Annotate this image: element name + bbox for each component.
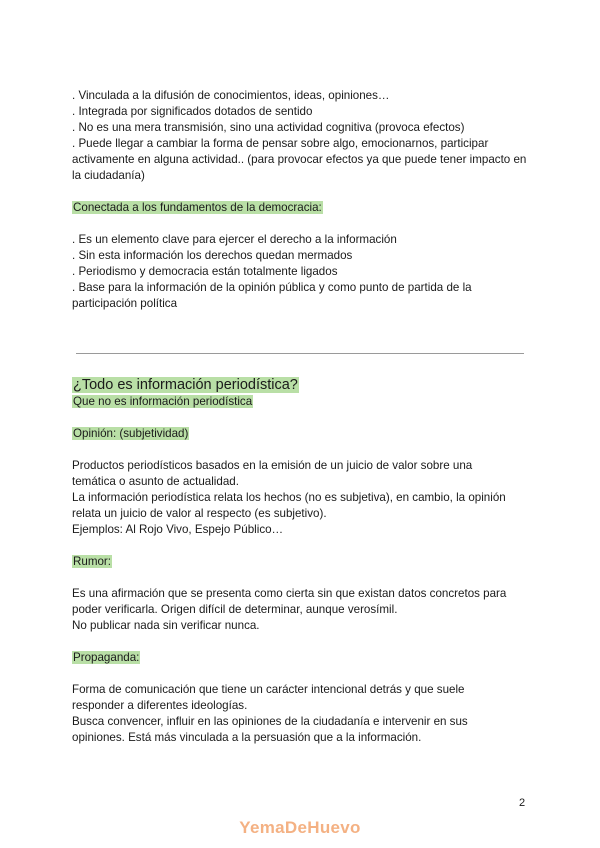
watermark-logo: YemaDeHuevo — [239, 818, 361, 837]
bullet-difusion: . Vinculada a la difusión de conocimientos, ideas, opiniones… — [72, 89, 390, 102]
propaganda-heading-text: Propaganda: — [73, 651, 140, 664]
rumor-heading-text: Rumor: — [73, 555, 112, 568]
opinion-examples: Ejemplos: Al Rojo Vivo, Espejo Público… — [72, 523, 284, 536]
propaganda-heading — [72, 650, 532, 666]
bullet-opinion-publica: . Base para la información de la opinión pública y como punto de partida de la participación política — [72, 281, 472, 310]
bullet-periodismo-democracia: . Periodismo y democracia están totalmente ligados — [72, 265, 338, 278]
bullet-derecho-informacion: . Es un elemento clave para ejercer el derecho a la información — [72, 233, 397, 246]
opinion-paragraph-2: La información periodística relata los hechos (no es subjetiva), en cambio, la opinión relata un juicio de valor al respecto (es subjetivo). — [72, 491, 506, 520]
opinion-paragraph-1: Productos periodísticos basados en la emisión de un juicio de valor sobre una temática o asunto de actualidad. — [72, 459, 473, 488]
section-subtitle — [72, 394, 532, 410]
opinion-heading — [72, 426, 532, 442]
opinion-heading-text: Opinión: (subjetividad) — [73, 427, 189, 440]
horizontal-divider — [76, 353, 524, 354]
propaganda-paragraph-1: Forma de comunicación que tiene un carácter intencional detrás y que suele responder a diferentes ideologías. — [72, 683, 465, 712]
bullet-cambiar-forma: . Puede llegar a cambiar la forma de pensar sobre algo, emocionarnos, participar activamente en alguna actividad.. (para provocar efectos ya que puede tener impacto en la ciudadanía) — [72, 137, 527, 182]
democracy-heading — [72, 200, 532, 216]
rumor-paragraph-2: No publicar nada sin verificar nunca. — [72, 619, 260, 632]
section-subtitle-text: Que no es información periodística — [73, 395, 253, 408]
page-number: 2 — [519, 797, 526, 809]
rumor-paragraph-1: Es una afirmación que se presenta como cierta sin que existan datos concretos para poder verificarla. Origen difícil de determinar, aunque verosímil. — [72, 587, 507, 616]
rumor-heading — [72, 554, 532, 570]
bullet-derechos-mermados: . Sin esta información los derechos quedan mermados — [72, 249, 353, 262]
bullet-significados: . Integrada por significados dotados de sentido — [72, 105, 313, 118]
propaganda-paragraph-2: Busca convencer, influir en las opiniones de la ciudadanía e intervenir en sus opiniones. Está más vinculada a la persuasión que a la información. — [72, 715, 468, 744]
section-title — [72, 376, 532, 394]
section-title-text: ¿Todo es información periodística? — [73, 377, 298, 393]
bullet-transmision: . No es una mera transmisión, sino una actividad cognitiva (provoca efectos) — [72, 121, 465, 134]
democracy-heading-text: Conectada a los fundamentos de la democracia: — [73, 201, 322, 214]
